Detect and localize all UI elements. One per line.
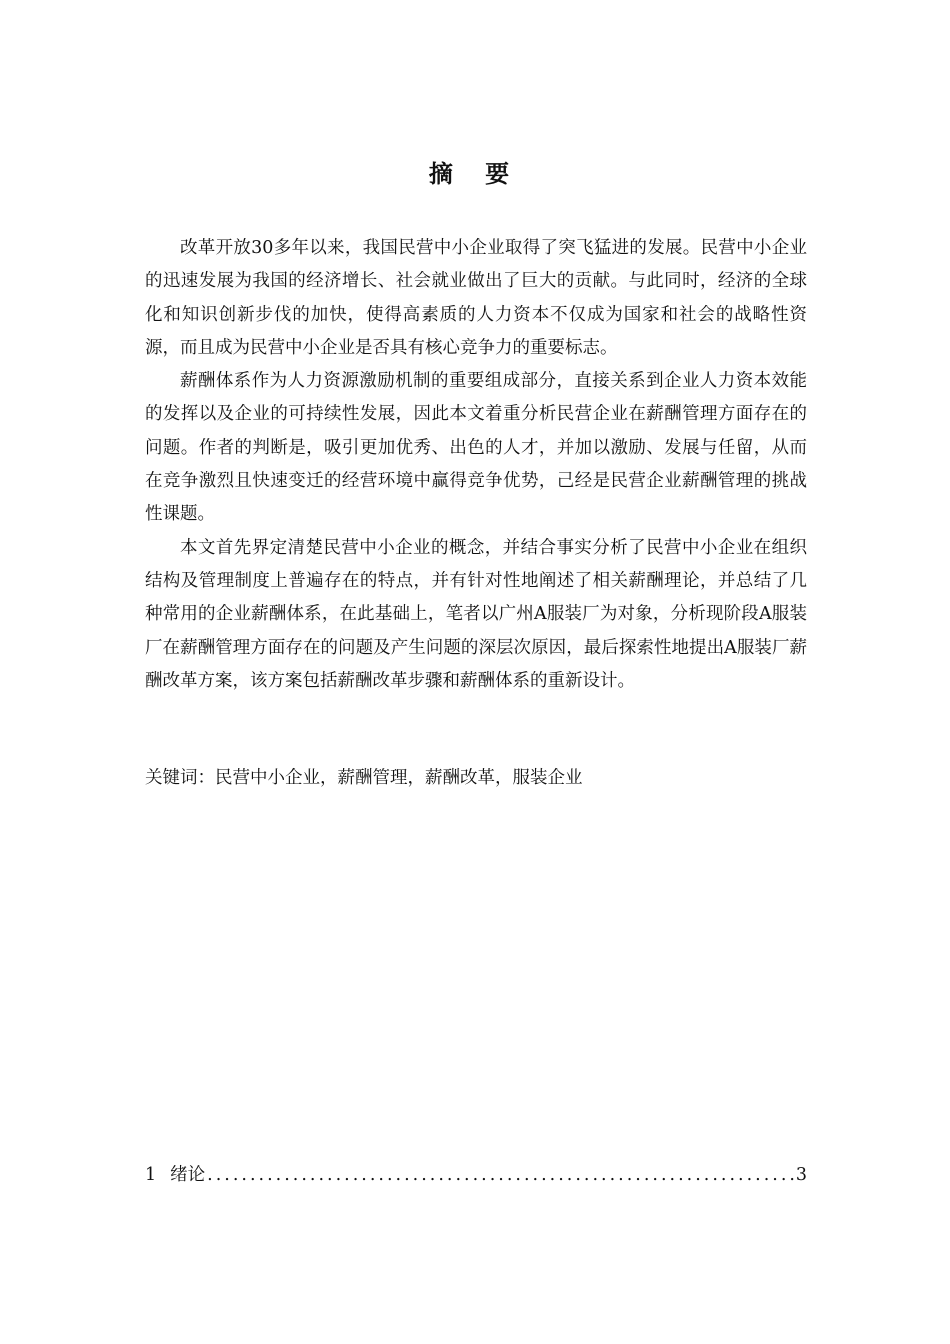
abstract-paragraph-2: 薪酬体系作为人力资源激励机制的重要组成部分，直接关系到企业人力资本效能的发挥以及企业的可持续性发展，因此本文着重分析民营企业在薪酬管理方面存在的问题。作者的判断是，吸引更加优秀、出色的人才，并加以激励、发展与任留，从而在竞争激烈且快速变迁的经营环境中赢得竞争优势，己经是民营企业薪酬管理的挑战性课题。 <box>145 371 807 525</box>
toc-entry-number: 1 <box>145 1165 157 1185</box>
abstract-paragraph-1: 改革开放30多年以来，我国民营中小企业取得了突飞猛进的发展。民营中小企业的迅速发展为我国的经济增长、社会就业做出了巨大的贡献。与此同时，经济的全球化和知识创新步伐的加快，使得高素质的人力资本不仅成为国家和社会的战略性资源，而且成为民营中小企业是否具有核心竞争力的重要标志。 <box>145 238 807 358</box>
abstract-paragraph-3: 本文首先界定清楚民营中小企业的概念，并结合事实分析了民营中小企业在组织结构及管理制度上普遍存在的特点，并有针对性地阐述了相关薪酬理论，并总结了几种常用的企业薪酬体系，在此基础上，笔者以广州A服装厂为对象，分析现阶段A服装厂在薪酬管理方面存在的问题及产生问题的深层次原因，最后探索性地提出A服装厂薪酬改革方案，该方案包括薪酬改革步骤和薪酬体系的重新设计。 <box>145 537 807 691</box>
abstract-body <box>145 232 807 698</box>
toc-entry-page: 3 <box>795 1165 807 1185</box>
abstract-title: 摘 要 <box>428 160 522 188</box>
toc-entry[interactable] <box>145 1160 807 1190</box>
toc-leader-dots <box>207 1160 794 1190</box>
keywords-line: 关键词：民营中小企业，薪酬管理，薪酬改革，服装企业 <box>145 768 583 788</box>
toc-entry-title: 绪论 <box>170 1165 206 1185</box>
